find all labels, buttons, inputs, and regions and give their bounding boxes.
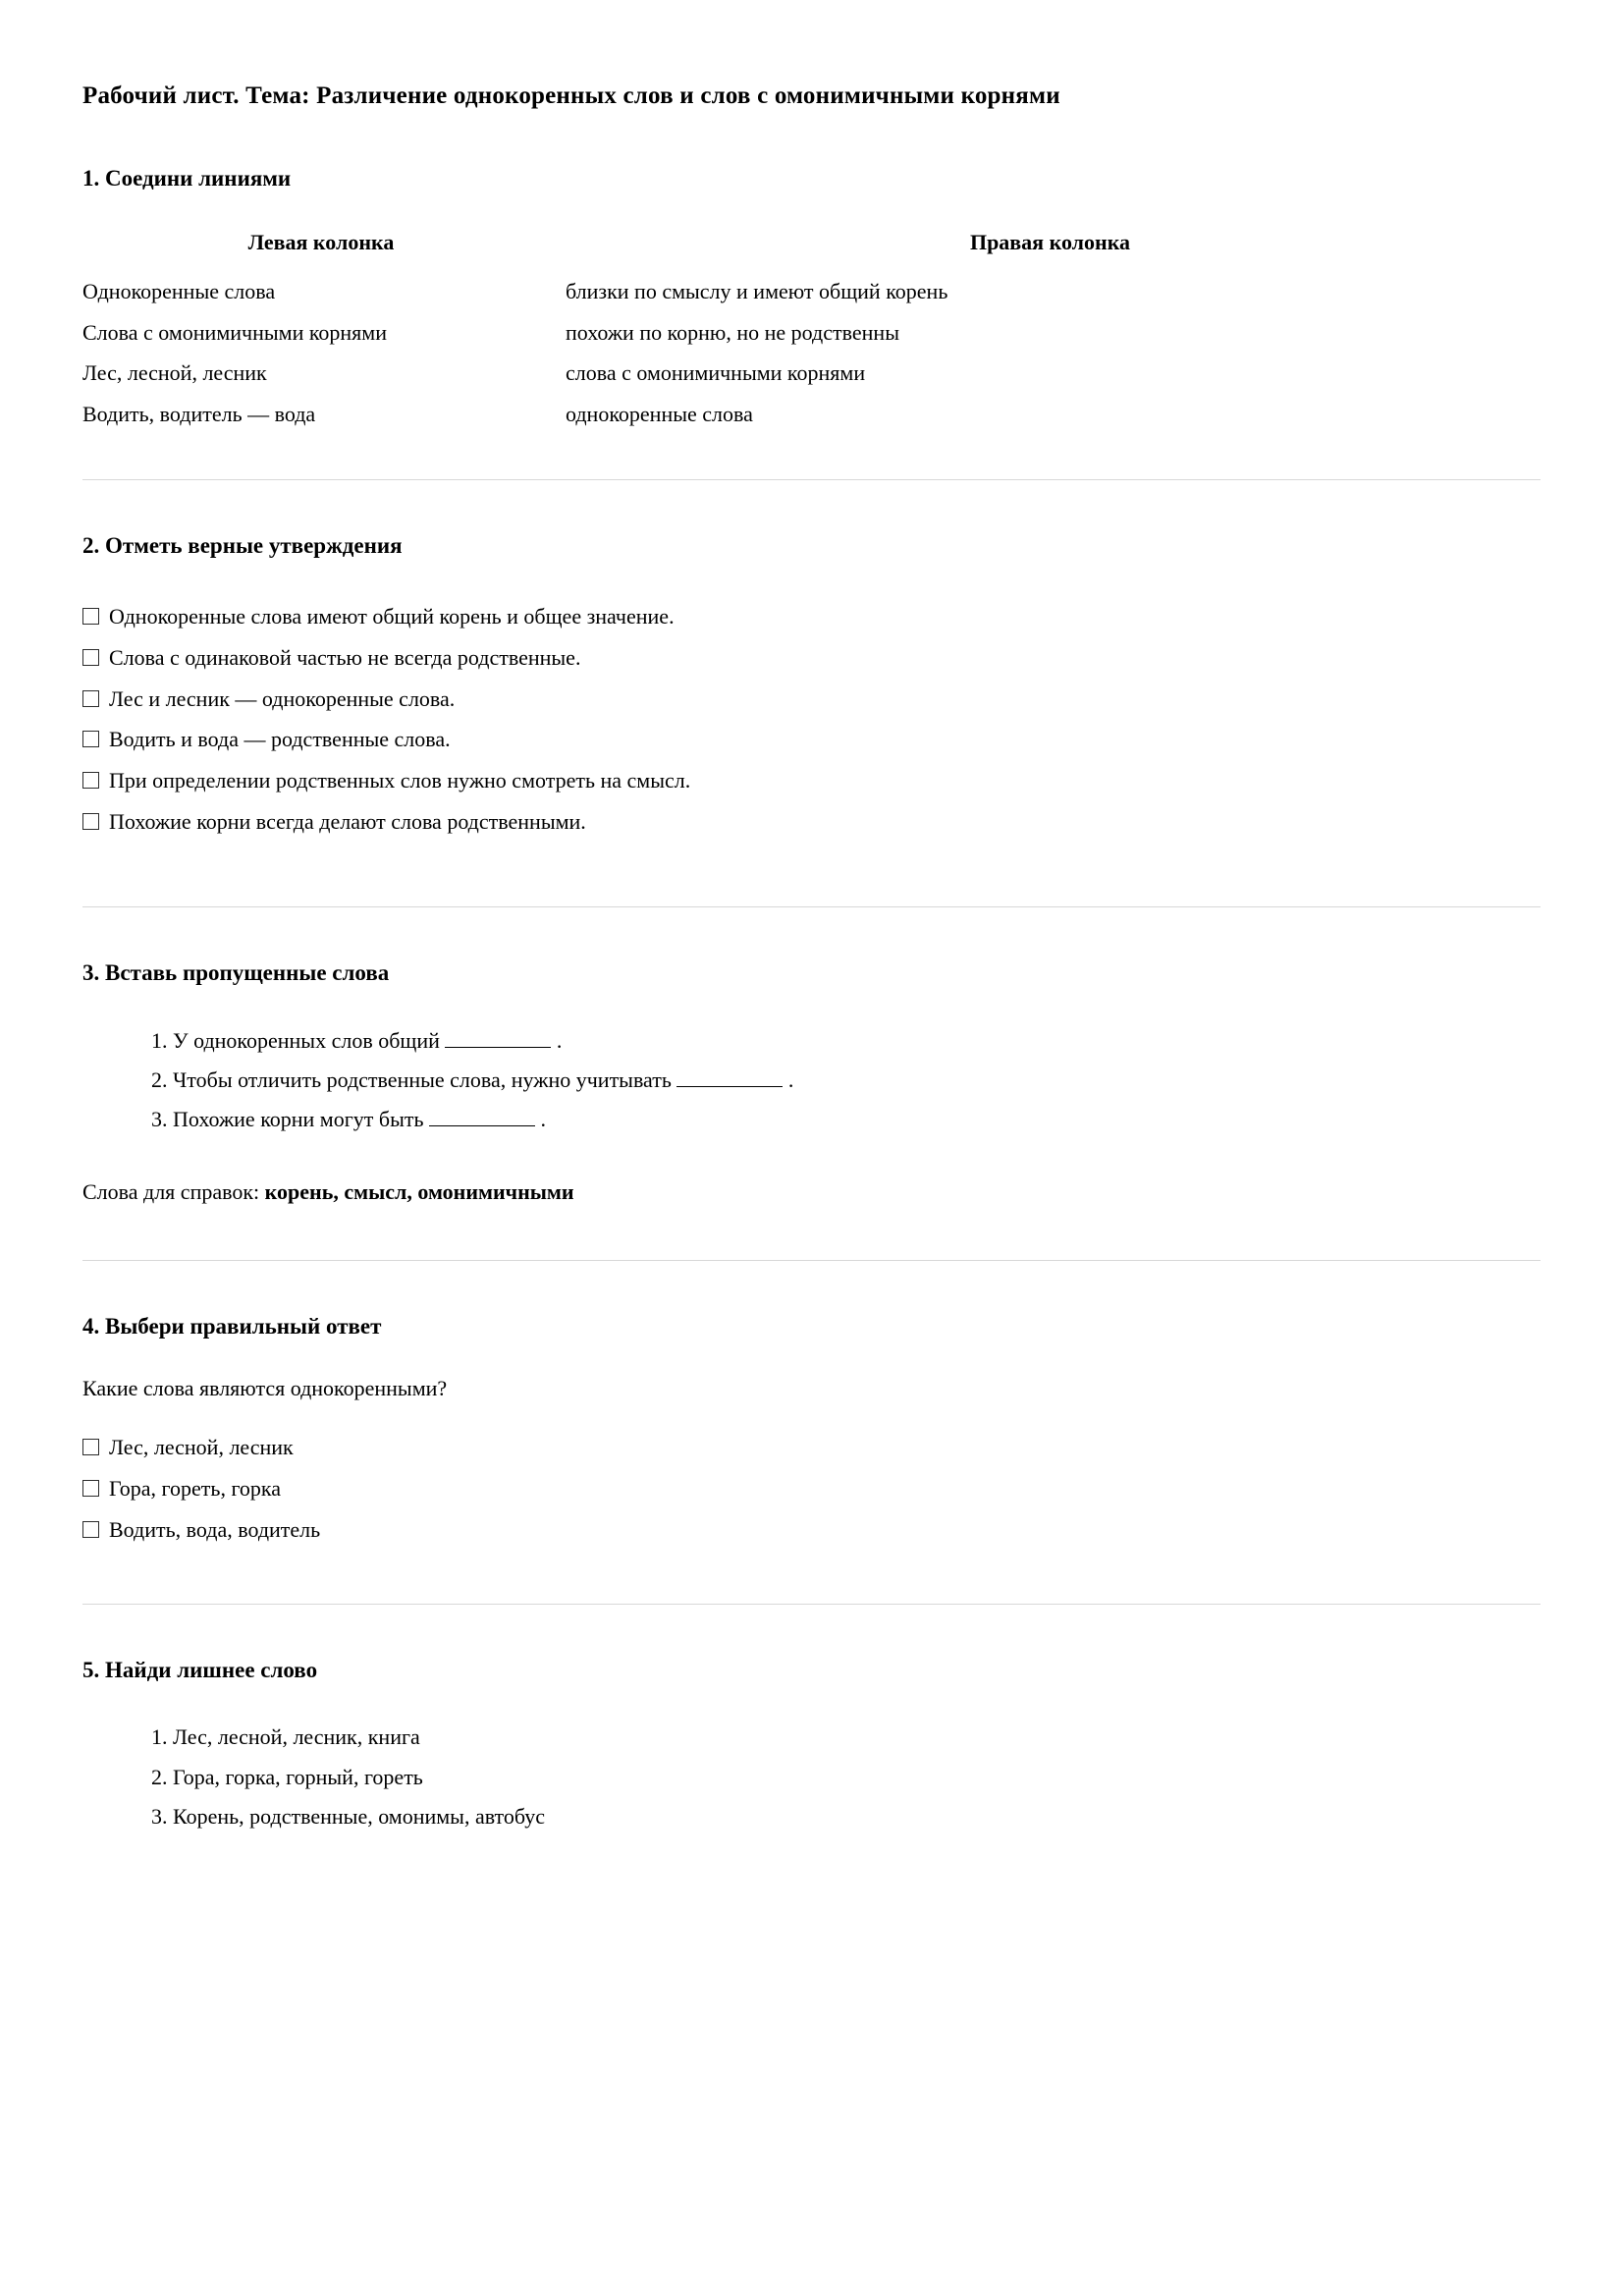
match-right-item[interactable]: близки по смыслу и имеют общий корень (566, 279, 948, 304)
section-1-heading: 1. Соедини линиями (82, 165, 292, 191)
column-header-left: Левая колонка (247, 230, 395, 255)
list-item[interactable] (82, 1509, 1541, 1551)
choice-label: Водить, вода, водитель (109, 1516, 321, 1542)
list-item[interactable] (82, 679, 1541, 720)
table-row[interactable] (82, 394, 1541, 435)
column-header-right: Правая колонка (969, 230, 1131, 255)
table-row[interactable] (82, 312, 1541, 354)
list-item[interactable] (82, 1427, 1541, 1468)
blank-text-after: . (783, 1067, 794, 1093)
blank-text-before: Похожие корни могут быть (173, 1107, 429, 1132)
blank-text-after: . (551, 1028, 563, 1054)
list-item (173, 1021, 1541, 1061)
checkbox-icon[interactable] (82, 608, 99, 625)
statement-label: Однокоренные слова имеют общий корень и общее значение. (109, 604, 675, 629)
blank-text-before: У однокоренных слов общий (173, 1028, 446, 1054)
section-divider (82, 479, 1541, 480)
list-item (173, 1100, 1541, 1139)
list-item (173, 1061, 1541, 1100)
page-bottom-spacer (82, 1836, 1541, 1954)
statement-label: При определении родственных слов нужно смотреть на смысл. (109, 768, 691, 793)
choice-question: Какие слова являются однокоренными? (82, 1376, 448, 1401)
section-odd-one-out (82, 1656, 1541, 1836)
section-5-heading: 5. Найди лишнее слово (82, 1657, 318, 1682)
table-row[interactable] (82, 353, 1541, 394)
page-title: Рабочий лист. Тема: Различение однокоренных слов и слов с омонимичными корнями (82, 82, 1060, 109)
list-item[interactable]: 2. Гора, горка, горный, гореть (173, 1758, 1541, 1797)
blank-input[interactable] (445, 1047, 551, 1048)
table-row[interactable] (82, 271, 1541, 312)
blank-text-before: Чтобы отличить родственные слова, нужно учитывать (173, 1067, 677, 1093)
list-item[interactable] (82, 801, 1541, 843)
list-item[interactable]: 3. Корень, родственные, омонимы, автобус (173, 1797, 1541, 1836)
choice-checkbox-list (82, 1427, 1541, 1550)
fill-blank-list (82, 1021, 1541, 1139)
statement-label: Похожие корни всегда делают слова родственными. (109, 808, 586, 834)
checkbox-icon[interactable] (82, 690, 99, 707)
checkbox-icon[interactable] (82, 649, 99, 666)
choice-label: Гора, гореть, горка (109, 1476, 282, 1502)
match-left-item[interactable]: Водить, водитель — вода (82, 401, 316, 426)
list-item[interactable] (82, 1468, 1541, 1509)
matching-table (82, 230, 1541, 434)
match-right-item[interactable]: слова с омонимичными корнями (566, 360, 866, 386)
section-2-heading: 2. Отметь верные утверждения (82, 533, 403, 559)
reference-words-line (82, 1179, 1541, 1205)
table-header-row (82, 230, 1541, 271)
section-multiple-choice (82, 1312, 1541, 1551)
match-left-item[interactable]: Однокоренные слова (82, 279, 276, 304)
section-fill-in-blanks (82, 958, 1541, 1204)
blank-input[interactable] (676, 1086, 783, 1087)
section-3-heading: 3. Вставь пропущенные слова (82, 960, 390, 986)
section-divider (82, 906, 1541, 907)
match-left-item[interactable]: Лес, лесной, лесник (82, 360, 267, 386)
list-item[interactable] (82, 596, 1541, 637)
checkbox-icon[interactable] (82, 1521, 99, 1538)
match-left-item[interactable]: Слова с омонимичными корнями (82, 319, 387, 345)
statement-label: Слова с одинаковой частью не всегда родственные. (109, 644, 581, 670)
odd-word-list (82, 1718, 1541, 1835)
list-item[interactable]: 1. Лес, лесной, лесник, книга (173, 1718, 1541, 1757)
section-divider (82, 1260, 1541, 1261)
list-item[interactable] (82, 719, 1541, 760)
match-right-item[interactable]: однокоренные слова (566, 401, 753, 426)
section-4-heading: 4. Выбери правильный ответ (82, 1313, 382, 1339)
blank-input[interactable] (429, 1125, 535, 1126)
match-right-item[interactable]: похожи по корню, но не родственны (566, 319, 899, 345)
section-divider (82, 1604, 1541, 1605)
checkbox-icon[interactable] (82, 731, 99, 747)
section-matching (82, 164, 1541, 435)
list-item[interactable] (82, 760, 1541, 801)
statement-checkbox-list (82, 596, 1541, 842)
choice-label: Лес, лесной, лесник (109, 1435, 294, 1460)
statement-label: Лес и лесник — однокоренные слова. (109, 685, 456, 711)
checkbox-icon[interactable] (82, 1480, 99, 1497)
list-item[interactable] (82, 637, 1541, 679)
blank-text-after: . (535, 1107, 546, 1132)
statement-label: Водить и вода — родственные слова. (109, 727, 451, 752)
checkbox-icon[interactable] (82, 813, 99, 830)
section-true-statements (82, 531, 1541, 842)
reference-label: Слова для справок: (82, 1178, 265, 1204)
checkbox-icon[interactable] (82, 1439, 99, 1455)
checkbox-icon[interactable] (82, 772, 99, 789)
reference-words: корень, смысл, омонимичными (264, 1178, 574, 1204)
